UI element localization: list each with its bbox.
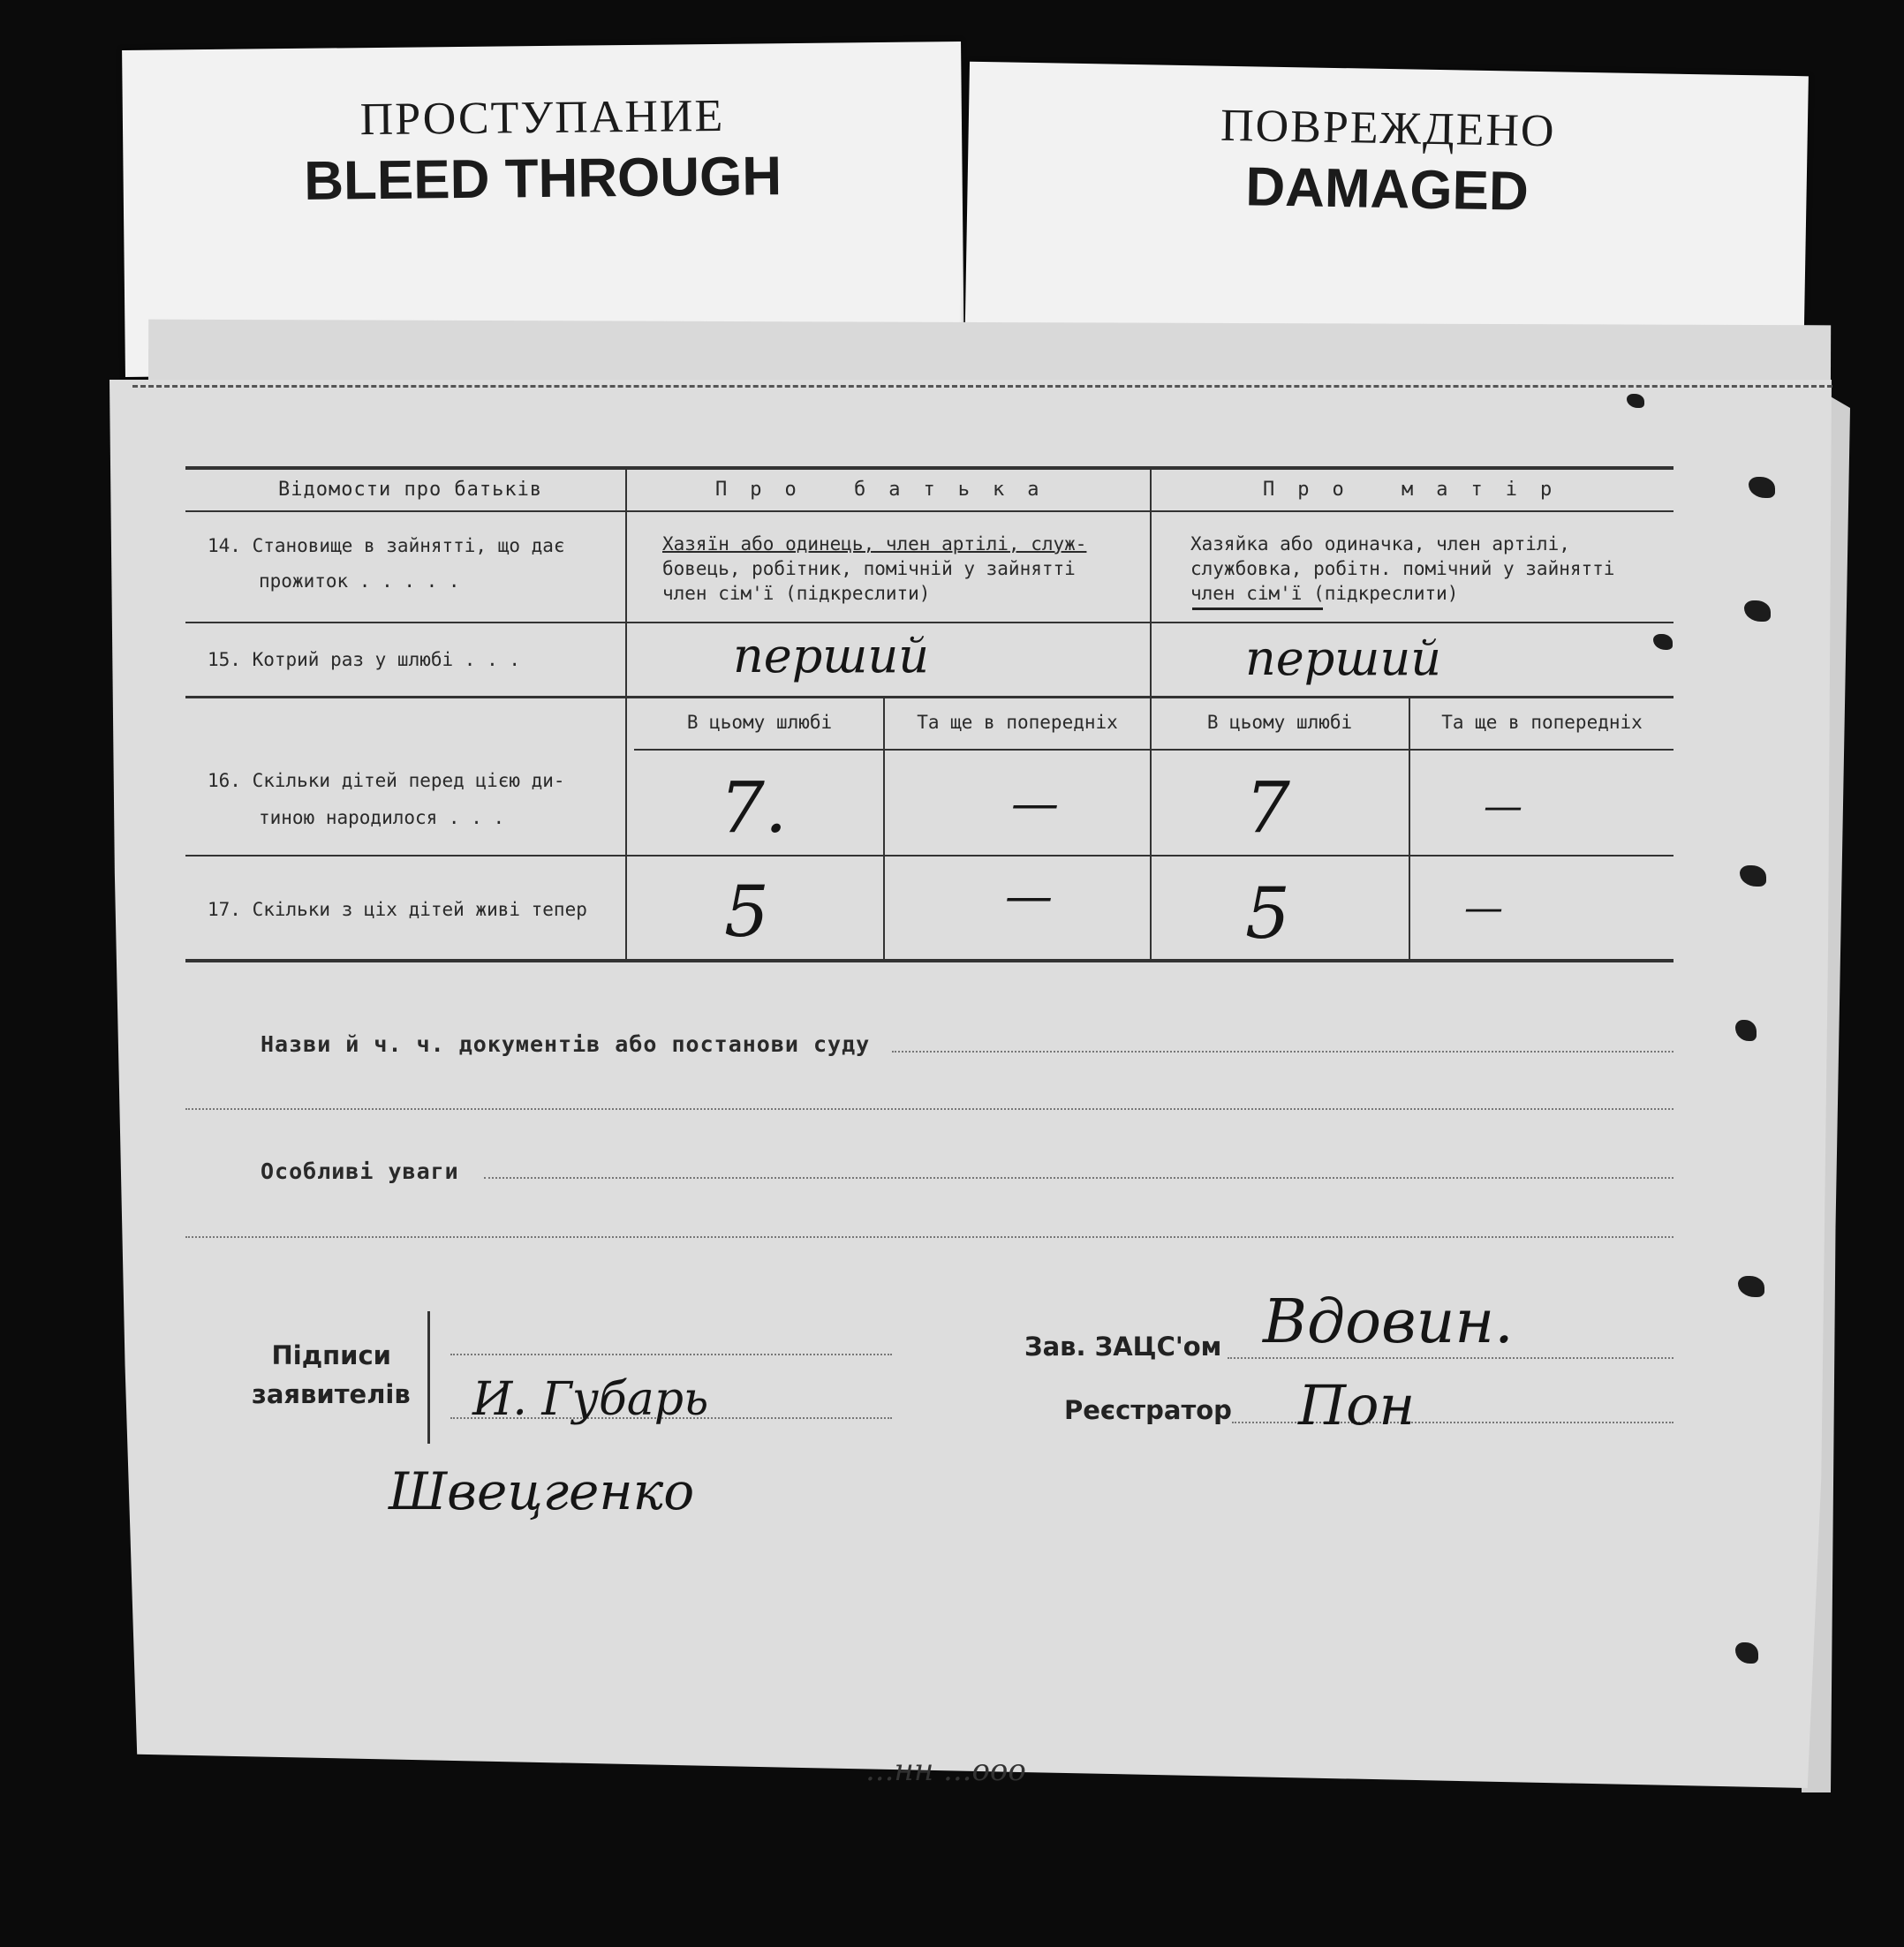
- head-sig-line: [1228, 1357, 1674, 1359]
- card-label-ru: ПОВРЕЖДЕНО: [1220, 100, 1556, 157]
- card-label-ru: ПРОСТУПАНИЕ: [359, 90, 725, 146]
- card-label-en: BLEED THROUGH: [303, 146, 782, 212]
- row14-father-line2: бовець, робітник, помічній у зайнятті: [662, 558, 1076, 579]
- table-rule: [185, 855, 1674, 857]
- applicant-signature-1: И. Губарь: [472, 1373, 709, 1426]
- header-about-mother: Про матір: [1263, 479, 1575, 501]
- applicant-signature-2: Швецгенко: [389, 1461, 695, 1521]
- table-rule: [185, 510, 1674, 512]
- applicants-label-line1: Підписи: [271, 1340, 391, 1370]
- remarks-label: Особливі уваги: [261, 1158, 459, 1184]
- documents-line: [892, 1051, 1674, 1053]
- subheader-father-this: В цьому шлюбі: [686, 712, 833, 733]
- perforation-line: [132, 385, 1832, 388]
- row14-father-line3: член сім'ї (підкреслити): [662, 583, 931, 604]
- row16-father-prev-handwriting: —: [1011, 775, 1059, 831]
- subheader-mother-prev: Та ще в попередніх: [1441, 712, 1643, 733]
- remarks-line: [484, 1177, 1674, 1179]
- row14-label-line1: 14. Становище в зайнятті, що дає: [208, 535, 565, 556]
- registrar-label: Реєстратор: [1064, 1395, 1232, 1425]
- row16-father-this-handwriting: 7.: [720, 766, 788, 849]
- row14-father-options: [662, 532, 1086, 606]
- row15-father-handwriting: перший: [733, 628, 930, 683]
- header-about-father: Про батька: [715, 479, 1062, 501]
- applicants-brace: [427, 1311, 430, 1444]
- remarks-line-2: [185, 1236, 1674, 1238]
- row17-father-this-handwriting: 5: [724, 871, 769, 953]
- applicants-label-line2: заявителів: [252, 1379, 411, 1409]
- row17-mother-this-handwriting: 5: [1245, 872, 1290, 955]
- row16-label-line2: тиною народилося . . .: [259, 807, 505, 828]
- table-rule: [185, 622, 1674, 623]
- row15-label: 15. Котрий раз у шлюбі . . .: [208, 649, 521, 670]
- head-signature: Вдовин.: [1263, 1287, 1514, 1357]
- card-label-en: DAMAGED: [1244, 156, 1530, 223]
- subheader-mother-this: В цьому шлюбі: [1206, 712, 1353, 733]
- documents-label: Назви й ч. ч. документів або постанови суду: [261, 1031, 871, 1057]
- head-of-registry-label: Зав. ЗАЦС'ом: [1024, 1332, 1222, 1362]
- table-col-divider: [883, 696, 885, 959]
- row15-mother-handwriting: перший: [1245, 630, 1442, 686]
- table-col-divider: [625, 466, 627, 959]
- row14-mother-options: [1190, 532, 1614, 606]
- row17-mother-prev-handwriting: —: [1464, 886, 1503, 931]
- row14-mother-underline: [1192, 607, 1323, 610]
- registrar-signature: Пон: [1298, 1373, 1416, 1438]
- documents-line-2: [185, 1108, 1674, 1110]
- subheader-father-prev: Та ще в попередніх: [917, 712, 1118, 733]
- table-border-bottom: [185, 959, 1674, 962]
- applicants-signatures-label: [252, 1340, 411, 1409]
- row17-label: 17. Скільки з ціх дітей живі тепер: [208, 899, 587, 920]
- table-rule: [634, 749, 1674, 751]
- row14-mother-line3: член сім'ї (підкреслити): [1190, 583, 1459, 604]
- row14-father-line1: Хазяїн або одинець, член артілі, служ-: [662, 533, 1087, 555]
- table-border-top: [185, 466, 1674, 470]
- table-col-divider: [1409, 696, 1410, 959]
- row16-label: [208, 768, 565, 830]
- row14-mother-line1: Хазяйка або одиначка, член артілі,: [1190, 533, 1570, 555]
- row14-label: [208, 533, 565, 593]
- row16-mother-prev-handwriting: —: [1484, 784, 1522, 829]
- table-rule: [185, 696, 1674, 698]
- row17-father-prev-handwriting: —: [1005, 868, 1053, 924]
- row16-mother-this-handwriting: 7: [1245, 766, 1290, 849]
- bleed-through-text: ...нн ...ооо: [865, 1753, 1026, 1788]
- row14-label-line2: прожиток . . . . .: [259, 570, 460, 592]
- row14-mother-line2: службовка, робітн. помічний у зайнятті: [1190, 558, 1615, 579]
- header-parents-info: Відомости про батьків: [278, 479, 543, 501]
- row16-label-line1: 16. Скільки дітей перед цією ди-: [208, 770, 565, 791]
- applicant-sig-line-1: [450, 1354, 892, 1355]
